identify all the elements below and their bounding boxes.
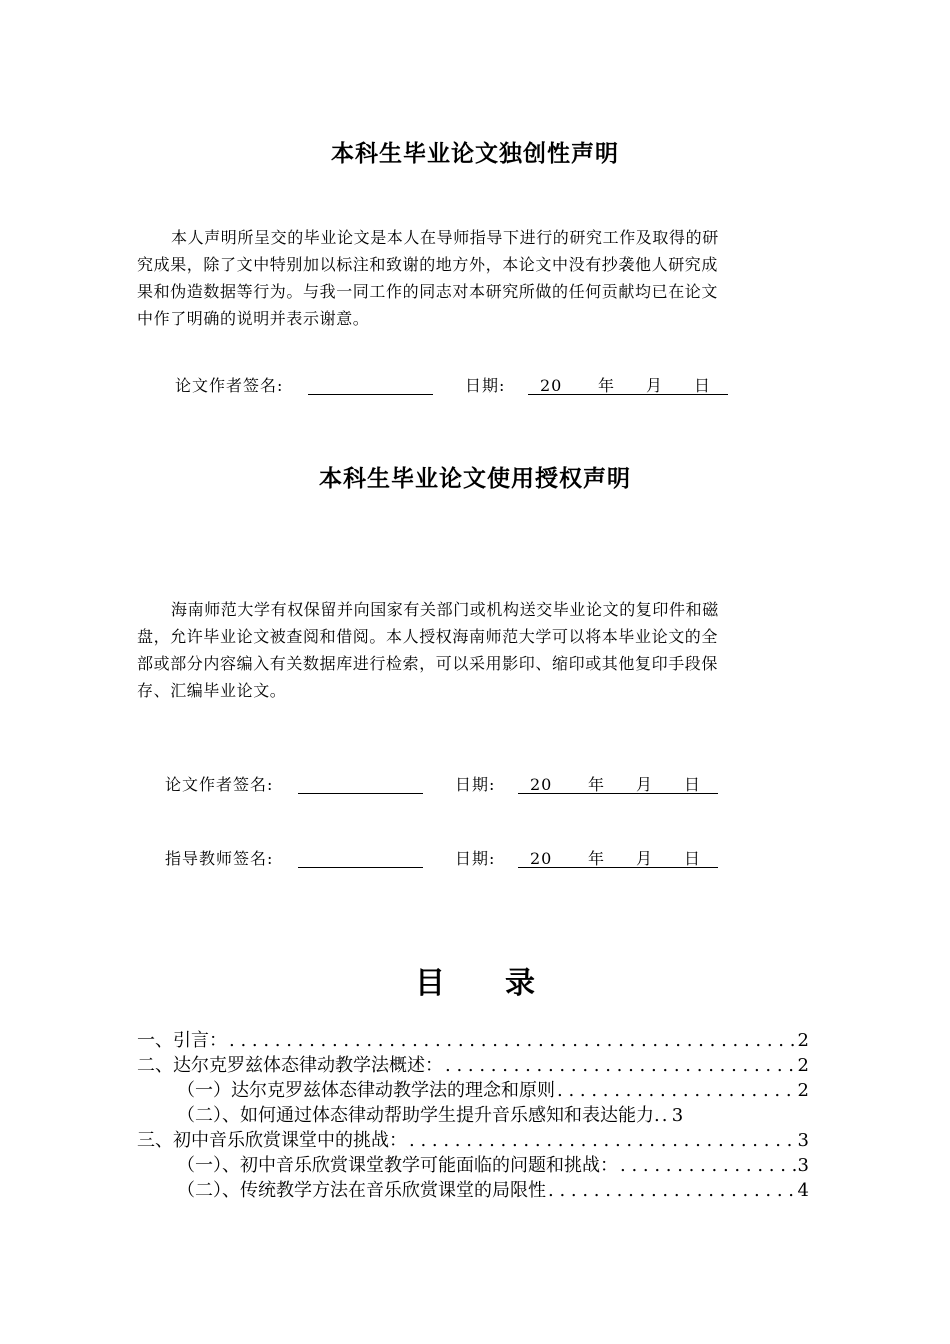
authorization-paragraph (137, 596, 809, 704)
date-field[interactable] (528, 374, 728, 395)
toc-title (0, 958, 950, 1002)
toc-entry-text: （一）、初中音乐欣赏课堂教学可能面临的问题和挑战： (177, 1155, 618, 1176)
author-signature-label: 论文作者签名: (175, 376, 284, 395)
author-signature-label: 论文作者签名: (165, 775, 274, 794)
toc-entry-text: （二）、如何通过体态律动帮助学生提升音乐感知和表达能力. (177, 1105, 660, 1126)
toc-leader (229, 1028, 796, 1053)
toc-entry-text: （一）达尔克罗兹体态律动教学法的理念和原则 (177, 1080, 555, 1101)
date-year: 20 (540, 376, 563, 395)
date-year-char: 年 (588, 775, 606, 794)
toc-entry[interactable] (137, 1128, 809, 1153)
advisor-signature-label: 指导教师签名: (165, 849, 274, 868)
toc-entry[interactable] (137, 1078, 809, 1103)
originality-signature-row (175, 374, 735, 398)
toc-entry-page: 2 (797, 1080, 809, 1101)
toc-entry-page: 4 (797, 1180, 809, 1201)
date-day-char: 日 (684, 775, 702, 794)
toc-entry-text: 二、达尔克罗兹体态律动教学法概述： (137, 1055, 443, 1076)
originality-line: 中作了明确的说明并表示谢意。 (137, 309, 370, 328)
toc-entry-text: （二）、传统教学方法在音乐欣赏课堂的局限性 (177, 1180, 546, 1201)
toc-leader (548, 1178, 796, 1203)
date-month-char: 月 (636, 775, 654, 794)
toc-entry[interactable] (137, 1028, 809, 1053)
toc-entry-page: 3 (797, 1130, 809, 1151)
advisor-signature-field[interactable] (298, 847, 423, 868)
toc-entry[interactable] (137, 1153, 809, 1178)
authorization-line: 盘，允许毕业论文被查阅和借阅。本人授权海南师范大学可以将本毕业论文的全 (137, 627, 719, 646)
toc-leader (557, 1078, 796, 1103)
toc-entry-page: 3 (671, 1105, 684, 1126)
date-year-char: 年 (588, 849, 606, 868)
toc-entry-page: 2 (797, 1055, 809, 1076)
toc-leader (445, 1053, 796, 1078)
toc-entry-page: 2 (797, 1030, 809, 1051)
date-field[interactable] (518, 773, 718, 794)
date-field[interactable] (518, 847, 718, 868)
authorization-advisor-row (165, 847, 725, 871)
originality-line: 究成果，除了文中特别加以标注和致谢的地方外，本论文中没有抄袭他人研究成 (137, 255, 719, 274)
authorization-author-row (165, 773, 725, 797)
toc-entry-text: 一、引言： (137, 1030, 227, 1051)
date-label: 日期: (455, 775, 496, 794)
originality-title: 本科生毕业论文独创性声明 (331, 141, 619, 167)
authorization-line: 海南师范大学有权保留并向国家有关部门或机构送交毕业论文的复印件和磁 (171, 600, 719, 619)
originality-line: 果和伪造数据等行为。与我一同工作的同志对本研究所做的任何贡献均已在论文 (137, 282, 719, 301)
authorization-line: 部或部分内容编入有关数据库进行检索，可以采用影印、缩印或其他复印手段保 (137, 654, 719, 673)
authorization-title: 本科生毕业论文使用授权声明 (319, 466, 631, 492)
date-year: 20 (530, 775, 553, 794)
author-signature-field[interactable] (308, 374, 433, 395)
toc-leader (662, 1103, 670, 1128)
toc-leader (409, 1128, 796, 1153)
toc-entry[interactable] (137, 1103, 809, 1128)
originality-line: 本人声明所呈交的毕业论文是本人在导师指导下进行的研究工作及取得的研 (171, 228, 719, 247)
toc-list (137, 1028, 809, 1203)
originality-paragraph (137, 224, 809, 332)
toc-entry-page: 3 (797, 1155, 809, 1176)
toc-entry[interactable] (137, 1178, 809, 1203)
toc-title-char: 目 (415, 966, 445, 1001)
date-label: 日期: (465, 376, 506, 395)
author-signature-field[interactable] (298, 773, 423, 794)
date-month-char: 月 (636, 849, 654, 868)
date-month-char: 月 (646, 376, 664, 395)
toc-entry-text: 三、初中音乐欣赏课堂中的挑战： (137, 1130, 407, 1151)
toc-leader (620, 1153, 796, 1178)
toc-entry[interactable] (137, 1053, 809, 1078)
date-label: 日期: (455, 849, 496, 868)
authorization-line: 存、汇编毕业论文。 (137, 681, 287, 700)
date-year-char: 年 (598, 376, 616, 395)
toc-title-char: 录 (505, 966, 535, 1001)
date-year: 20 (530, 849, 553, 868)
date-day-char: 日 (684, 849, 702, 868)
date-day-char: 日 (694, 376, 712, 395)
